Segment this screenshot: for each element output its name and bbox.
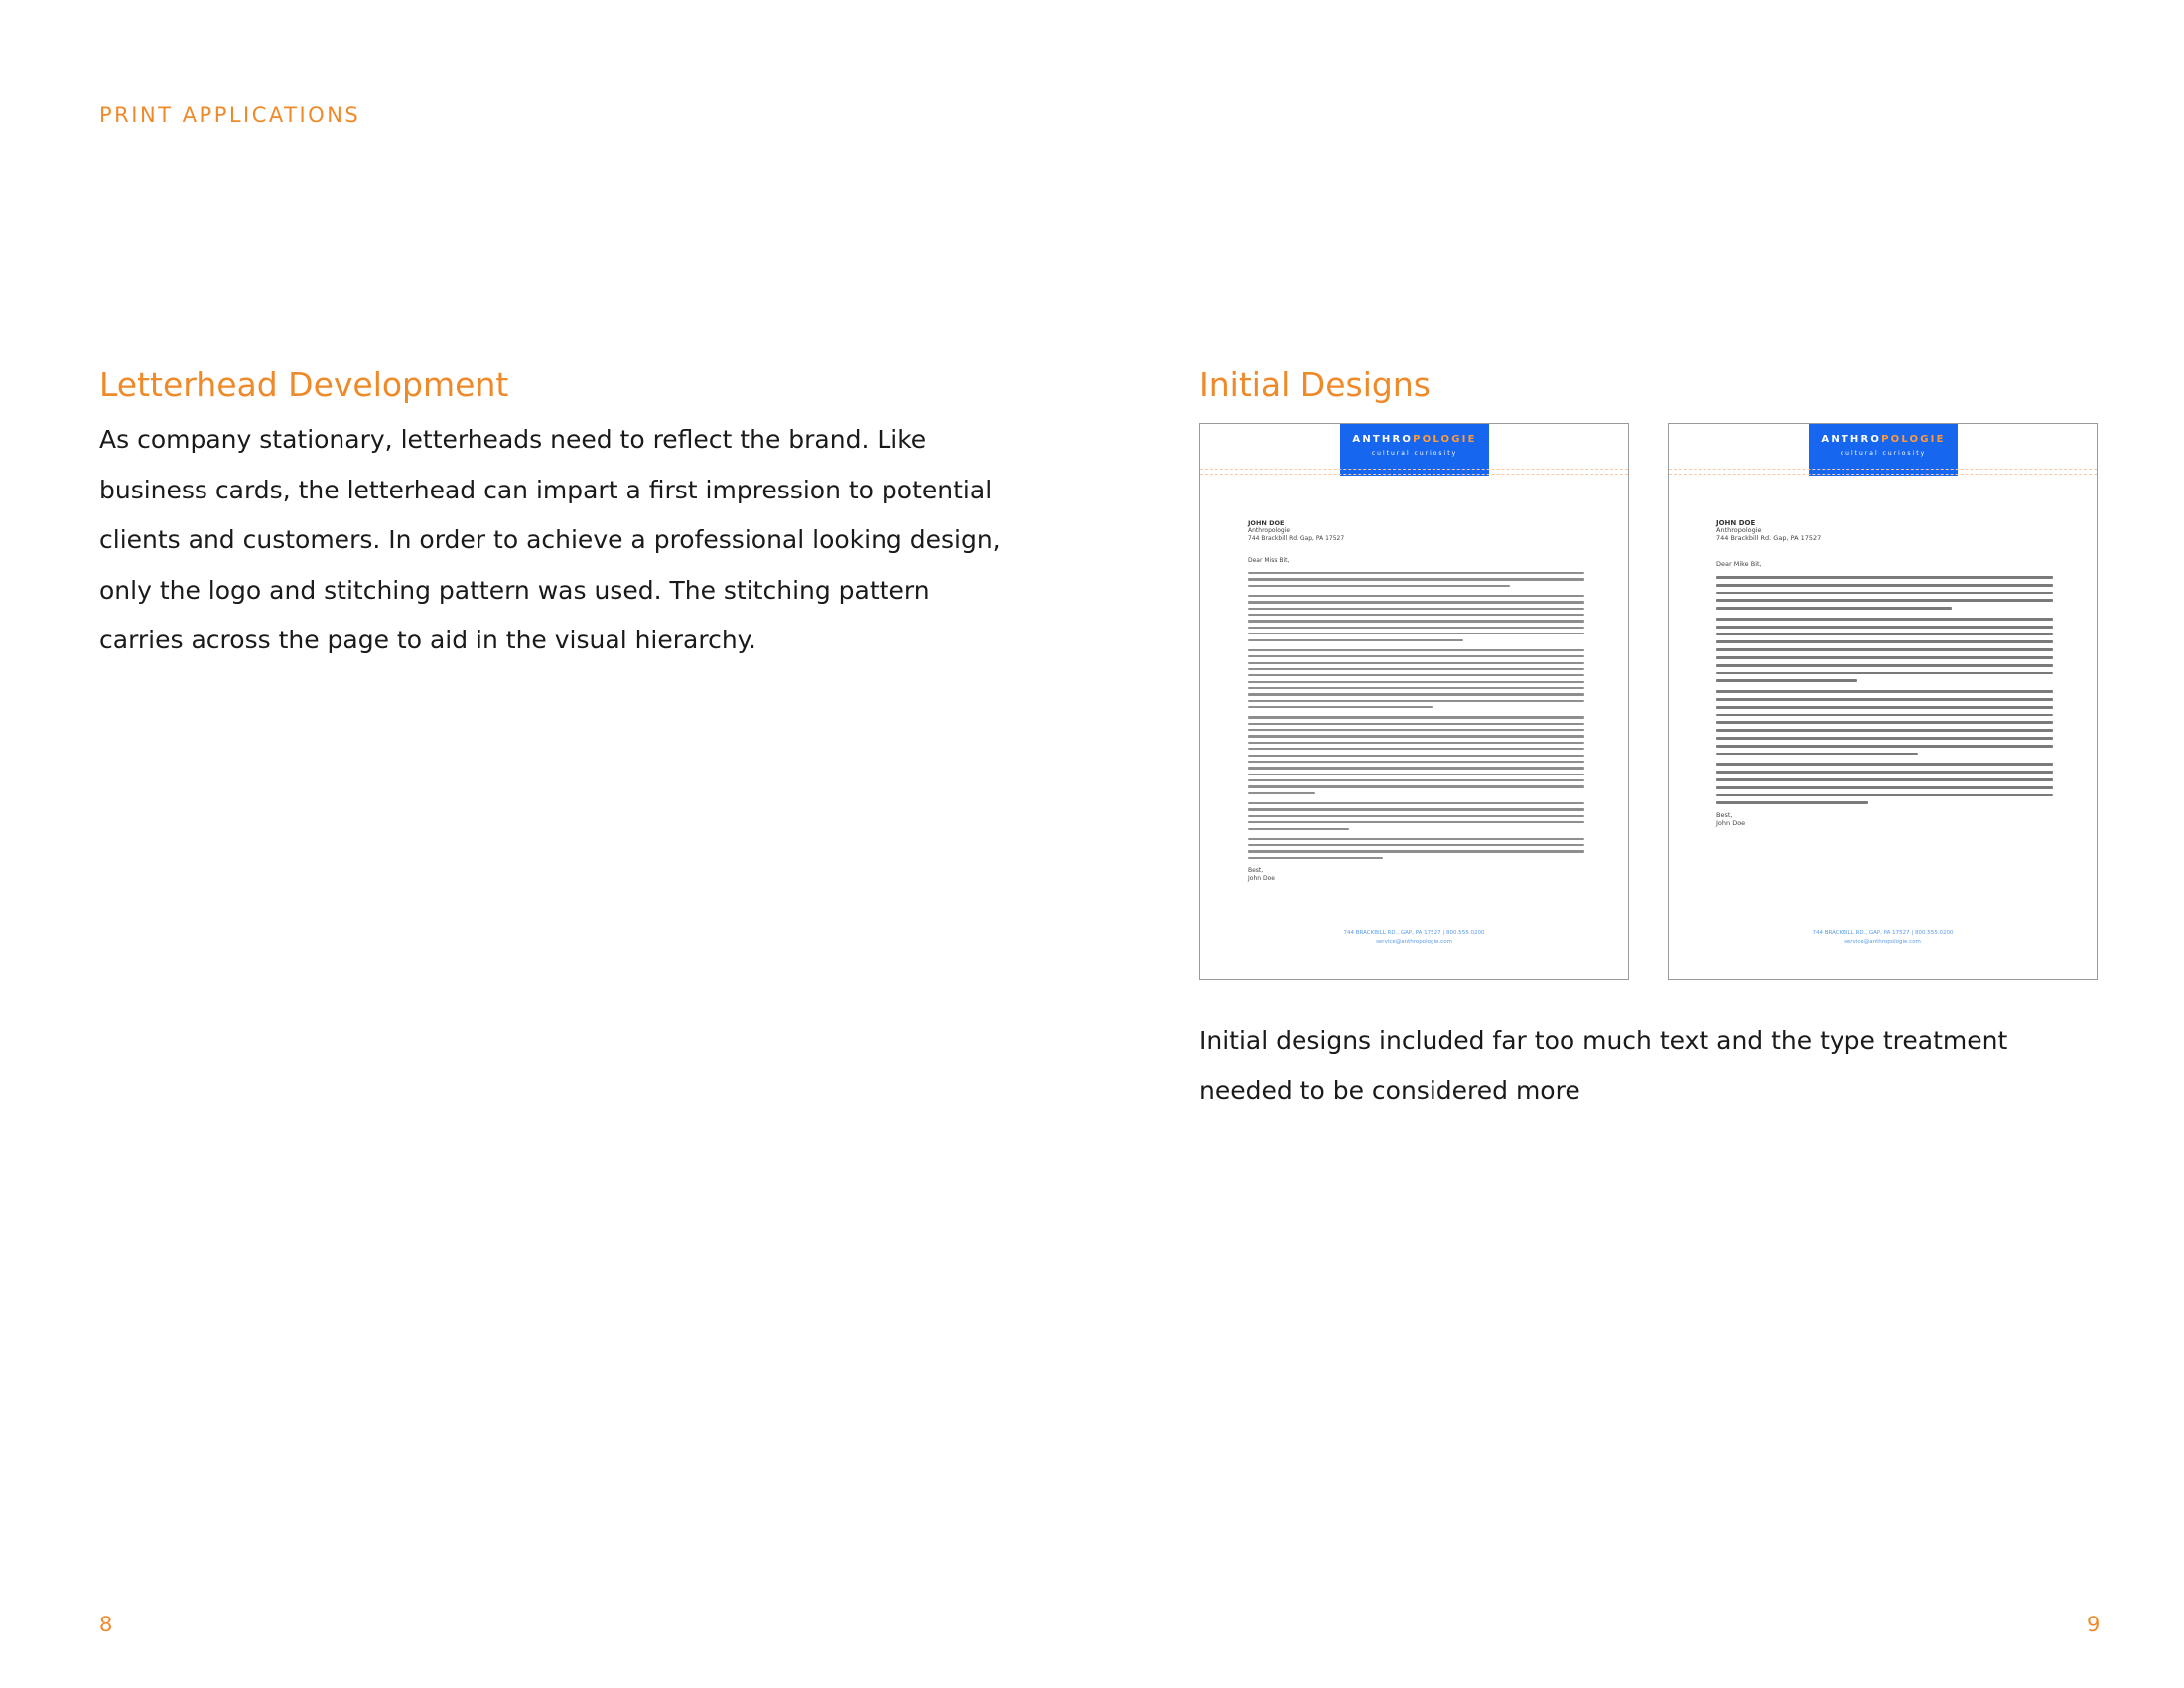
sender-company: Anthropologie	[1716, 526, 1762, 534]
footer-address: 744 BRACKBILL RD., GAP, PA 17527 | 800.555.0200	[1812, 930, 1954, 936]
sender-address: 744 Brackbill Rd. Gap, PA 17527	[1248, 534, 1345, 542]
letterhead-design-1	[1199, 423, 1629, 980]
letterhead-development-body: As company stationary, letterheads need to reflect the brand. Like business cards, the letterhead can impart a first impression to potential clients and customers. In order to achieve a professional looking design, only the logo and stitching pattern was used. The stitching pattern carries across the page to aid in the visual hierarchy.	[99, 425, 1001, 654]
stitching-pattern	[1669, 469, 2097, 475]
letterhead-footer	[1200, 929, 1628, 947]
logo-tagline: cultural curiosity	[1840, 450, 1927, 457]
paragraph	[1248, 572, 1584, 587]
initial-designs-caption: Initial designs included far too much text and the type treatment needed to be considered more	[1199, 1026, 2008, 1105]
letterhead-development-heading: Letterhead Development	[99, 365, 509, 404]
sender-name: JOHN DOE	[1248, 519, 1285, 527]
signature: John Doe	[1716, 818, 1746, 827]
paragraph	[1248, 649, 1584, 709]
paragraph	[1248, 802, 1584, 830]
logo-wordmark: ANTHROPOLOGIE	[1352, 434, 1477, 445]
signature: John Doe	[1248, 874, 1275, 882]
greeting: Dear Mike Bit,	[1716, 560, 1762, 568]
sender-name: JOHN DOE	[1716, 519, 1756, 527]
page-number-left: 8	[99, 1613, 113, 1636]
paragraph	[1248, 595, 1584, 641]
logo-tagline: cultural curiosity	[1371, 450, 1458, 457]
footer-email: service@anthropologie.com	[1376, 939, 1452, 945]
sender-company: Anthropologie	[1248, 527, 1291, 534]
logo-wordmark: ANTHROPOLOGIE	[1821, 434, 1946, 445]
letterhead-design-2	[1668, 423, 2098, 980]
paragraph	[1248, 838, 1584, 859]
closing: Best,	[1716, 811, 1733, 820]
letterhead-footer	[1669, 929, 2097, 947]
page-number-right: 9	[2087, 1613, 2101, 1636]
paragraph	[1716, 618, 2053, 682]
paragraph	[1716, 576, 2053, 610]
section-label: PRINT APPLICATIONS	[99, 103, 361, 127]
paragraph	[1716, 763, 2053, 804]
closing: Best,	[1248, 867, 1264, 874]
initial-designs-heading: Initial Designs	[1199, 365, 1431, 404]
paragraph	[1716, 690, 2053, 755]
letter-content	[1248, 519, 1584, 882]
paragraph	[1248, 716, 1584, 794]
letter-content	[1716, 519, 2053, 827]
sender-address: 744 Brackbill Rd. Gap, PA 17527	[1716, 533, 1822, 542]
footer-email: service@anthropologie.com	[1844, 939, 1921, 945]
greeting: Dear Miss Bit,	[1248, 557, 1290, 564]
footer-address: 744 BRACKBILL RD., GAP, PA 17527 | 800.555.0200	[1343, 930, 1485, 936]
stitching-pattern	[1200, 469, 1628, 475]
